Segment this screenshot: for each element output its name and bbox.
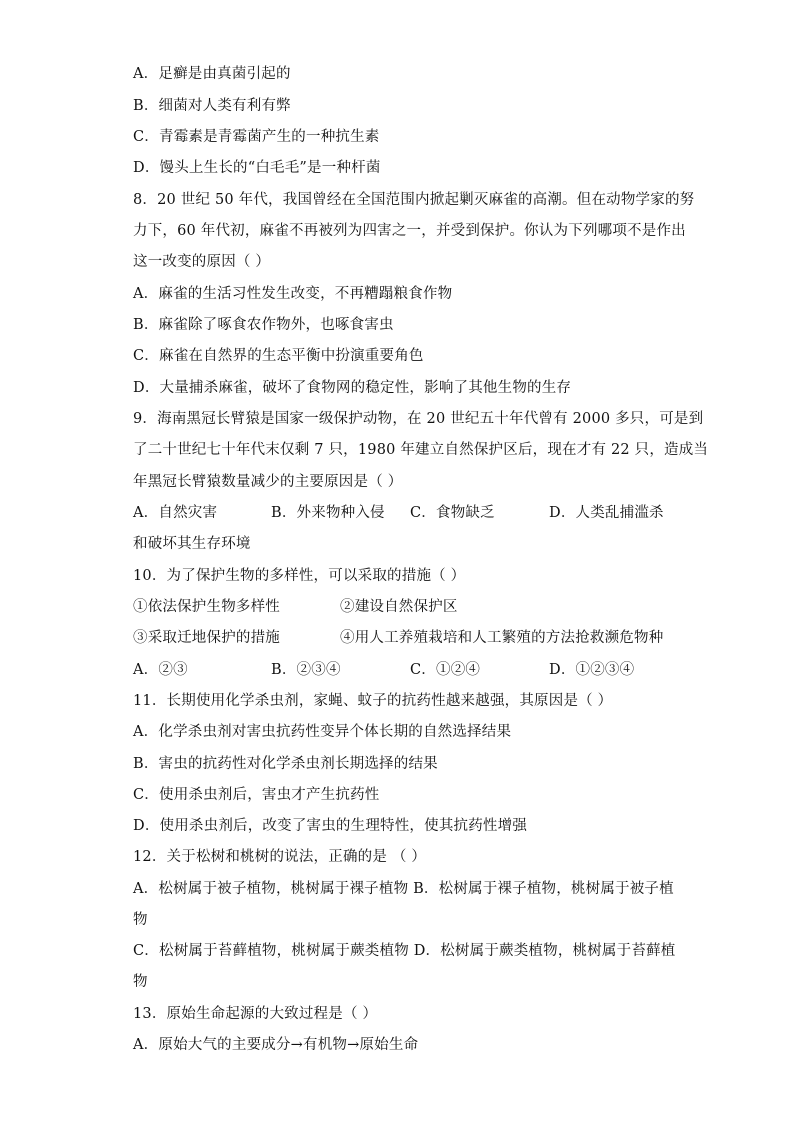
q9-option-d: D．人类乱捕滥杀 [549, 505, 664, 521]
q10-stem: 10．为了保护生物的多样性，可以采取的措施（ ） [133, 568, 466, 584]
q11-option-a: A．化学杀虫剂对害虫抗药性变异个体长期的自然选择结果 [133, 724, 512, 740]
q9-stem-line1: 9．海南黑冠长臂猿是国家一级保护动物，在 20 世纪五十年代曾有 2000 多只，可是到 [133, 411, 704, 427]
q8-option-a: A．麻雀的生活习性发生改变，不再糟蹋粮食作物 [133, 286, 453, 302]
q10-measure-4: ④用人工养殖栽培和人工繁殖的方法抢救濒危物种 [340, 630, 664, 646]
q8-stem-line3: 这一改变的原因（ ） [133, 254, 271, 270]
q11-option-b: B．害虫的抗药性对化学杀虫剂长期选择的结果 [133, 756, 438, 772]
q13-option-a: A．原始大气的主要成分→有机物→原始生命 [133, 1037, 419, 1053]
q12-options-cd-continued: 物 [133, 974, 148, 990]
q10-option-a: A．②③ [133, 662, 188, 678]
q10-option-d: D．①②③④ [549, 662, 635, 678]
q9-option-c: C．食物缺乏 [410, 505, 495, 521]
q12-options-ab: A．松树属于被子植物，桃树属于裸子植物 B．松树属于裸子植物，桃树属于被子植 [133, 881, 674, 897]
q8-stem-line1: 8．20 世纪 50 年代，我国曾经在全国范围内掀起剿灭麻雀的高潮。但在动物学家的努 [133, 192, 695, 208]
q7-option-d: D．馒头上生长的“白毛毛”是一种杆菌 [133, 160, 381, 176]
q7-option-a: A．足癣是由真菌引起的 [133, 66, 291, 82]
q8-stem-line2: 力下，60 年代初，麻雀不再被列为四害之一，并受到保护。你认为下列哪项不是作出 [133, 223, 686, 239]
q8-option-c: C．麻雀在自然界的生态平衡中扮演重要角色 [133, 348, 424, 364]
q12-stem: 12．关于松树和桃树的说法，正确的是 （ ） [133, 849, 427, 865]
q9-option-d-continued: 和破坏其生存环境 [133, 536, 251, 552]
q11-stem: 11．长期使用化学杀虫剂，家蝇、蚊子的抗药性越来越强，其原因是（ ） [133, 693, 613, 709]
q12-options-ab-continued: 物 [133, 912, 148, 928]
q10-measure-1: ①依法保护生物多样性 [133, 599, 280, 615]
q9-stem-line2: 了二十世纪七十年代末仅剩 7 只，1980 年建立自然保护区后，现在才有 22 只，造成当 [133, 442, 709, 458]
q8-option-d: D．大量捕杀麻雀，破坏了食物网的稳定性，影响了其他生物的生存 [133, 380, 572, 396]
q9-option-b: B．外来物种入侵 [271, 505, 385, 521]
q10-option-b: B．②③④ [271, 662, 341, 678]
q13-stem: 13．原始生命起源的大致过程是（ ） [133, 1006, 378, 1022]
q9-option-a: A．自然灾害 [133, 505, 218, 521]
q11-option-d: D．使用杀虫剂后，改变了害虫的生理特性，使其抗药性增强 [133, 818, 528, 834]
q10-measure-3: ③采取迁地保护的措施 [133, 630, 280, 646]
q7-option-b: B．细菌对人类有利有弊 [133, 98, 291, 114]
q8-option-b: B．麻雀除了啄食农作物外，也啄食害虫 [133, 317, 394, 333]
q9-stem-line3: 年黑冠长臂猿数量减少的主要原因是（ ） [133, 474, 403, 490]
q10-measure-2: ②建设自然保护区 [340, 599, 458, 615]
q10-option-c: C．①②④ [410, 662, 481, 678]
q11-option-c: C．使用杀虫剂后，害虫才产生抗药性 [133, 787, 380, 803]
q7-option-c: C．青霉素是青霉菌产生的一种抗生素 [133, 129, 380, 145]
q12-options-cd: C．松树属于苔藓植物，桃树属于蕨类植物 D．松树属于蕨类植物，桃树属于苔藓植 [133, 943, 676, 959]
